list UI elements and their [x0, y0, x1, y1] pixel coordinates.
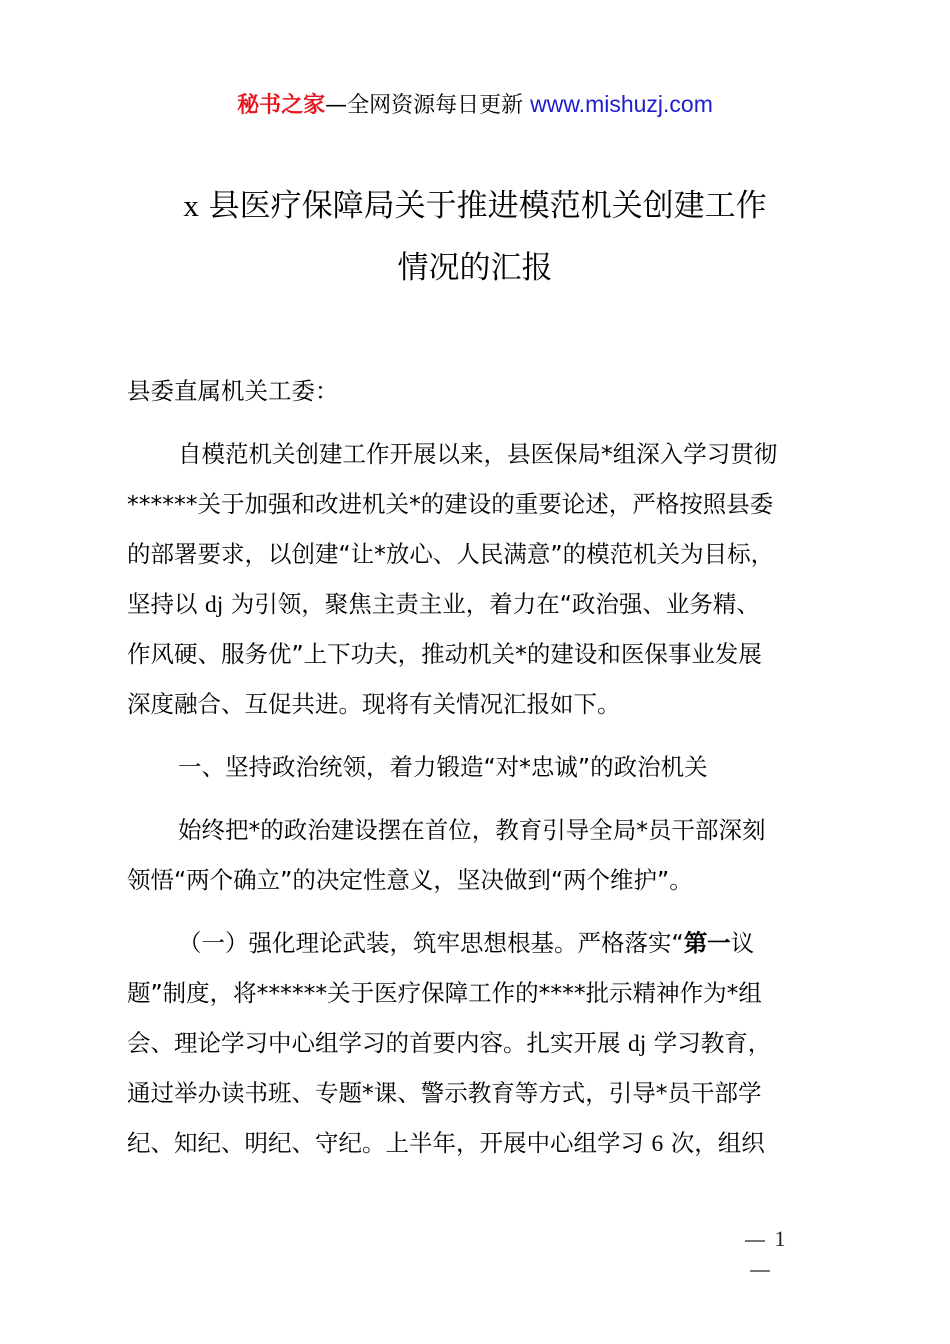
text: 学习教育， — [646, 1029, 772, 1057]
paragraph-1-line-5: 作风硬、服务优”上下功夫，推动机关*的建设和医保事业发展 — [127, 640, 762, 668]
paragraph-1-line-2: ******关于加强和改进机关*的建设的重要论述，严格按照县委 — [127, 490, 774, 518]
title-prefix: x — [183, 188, 199, 223]
paragraph-3-line-3 — [127, 1027, 771, 1060]
paragraph-3-line-4: 通过举办读书班、专题*课、警示教育等方式，引导*员干部学 — [127, 1079, 762, 1107]
text: 坚持以 — [127, 590, 205, 618]
header-banner — [0, 88, 950, 122]
text: 6 — [651, 1131, 664, 1157]
dash-left — [745, 1240, 765, 1242]
paragraph-3-line-5 — [127, 1127, 765, 1160]
text: dj — [204, 592, 224, 618]
text: 纪、知纪、明纪、守纪。上半年，开展中心组学习 — [127, 1129, 652, 1157]
page-number — [720, 1224, 800, 1284]
paragraph-2-line-2: 领悟“两个确立”的决定性意义，坚决做到“两个维护”。 — [127, 866, 693, 894]
brand-name: 秘书之家 — [237, 93, 326, 118]
dash-right — [750, 1270, 770, 1272]
section-1-heading: 一、坚持政治统领，着力锻造“对*忠诚”的政治机关 — [178, 753, 708, 781]
paragraph-3-line-1 — [178, 927, 754, 959]
salutation: 县委直属机关工委： — [127, 377, 339, 405]
page-number-value: 1 — [774, 1226, 786, 1251]
paragraph-1-line-6: 深度融合、互促共进。现将有关情况汇报如下。 — [127, 690, 621, 718]
bold-text: 第一 — [683, 929, 731, 957]
text: 会、理论学习中心组学习的首要内容。扎实开展 — [127, 1029, 628, 1057]
title-text-1: 县医疗保障局关于推进模范机关创建工作 — [208, 188, 767, 224]
text: dj — [627, 1031, 647, 1057]
text: （一）强化理论武装，筑牢思想根基。严格落实“ — [178, 929, 684, 957]
banner-slogan: —全网资源每日更新 — [325, 93, 524, 118]
paragraph-1-line-4 — [127, 588, 760, 621]
document-title-line-1 — [0, 186, 950, 226]
text: 为引领，聚焦主责主业，着力在“政治强、业务精、 — [223, 590, 760, 618]
paragraph-2-line-1: 始终把*的政治建设摆在首位，教育引导全局*员干部深刻 — [178, 816, 766, 844]
document-title-line-2: 情况的汇报 — [397, 250, 553, 286]
paragraph-1-line-3: 的部署要求，以创建“让*放心、人民满意”的模范机关为目标， — [127, 540, 775, 568]
text: 次，组织 — [663, 1129, 765, 1157]
banner-url-link[interactable]: www.mishuzj.com — [530, 91, 713, 117]
paragraph-3-line-2: 题”制度，将******关于医疗保障工作的****批示精神作为*组 — [127, 979, 762, 1007]
paragraph-1-line-1: 自模范机关创建工作开展以来，县医保局*组深入学习贯彻 — [178, 440, 778, 468]
text: 议 — [730, 929, 755, 957]
